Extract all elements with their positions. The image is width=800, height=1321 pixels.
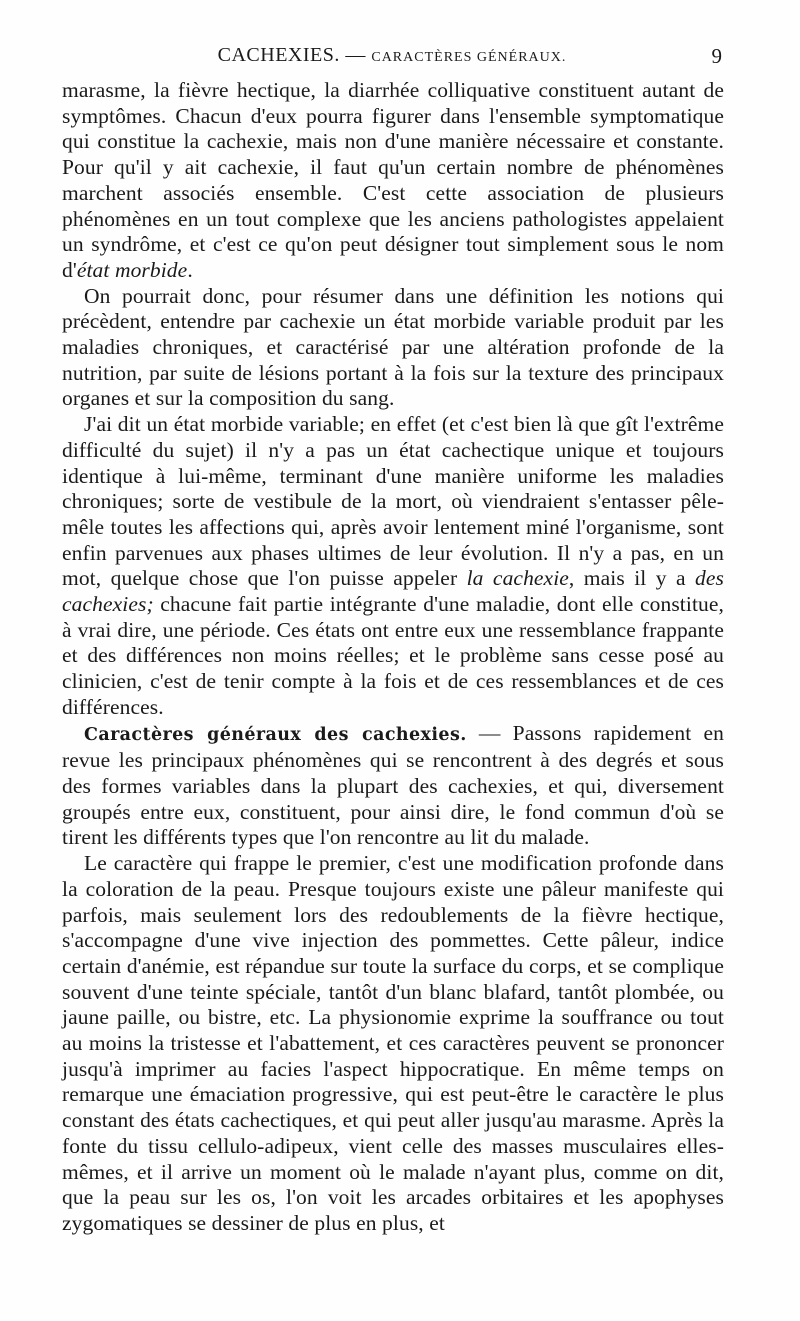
- paragraph-2: On pourrait donc, pour résumer dans une définition les notions qui précèdent, entendre par cachexie un état morbide variable produit par les maladies chroniques, et caractérisé par une altération profonde de la nutrition, par suite de lésions portant à la fois sur la texture des principaux organes et sur la composition du sang.: [62, 283, 724, 411]
- paragraph-3-italic-2: des cachexies;: [62, 566, 724, 617]
- paragraph-3-part-b: , mais il y a: [568, 566, 696, 591]
- running-title: [62, 44, 722, 67]
- paragraph-1-end: .: [187, 257, 193, 282]
- page-number: 9: [711, 44, 722, 68]
- paragraph-1-italic: état morbide: [76, 257, 188, 282]
- paragraph-1-text: marasme, la fièvre hectique, la diarrhée colliquative constituent autant de symptômes. Chacun d'eux pourra figurer dans l'ensemble symptomatique qui constitue la cachexie, mais non d'une manière nécessaire et constante. Pour qu'il y ait cachexie, il faut qu'un certain nombre de phénomènes marchent associés ensemble. C'est cette association de plusieurs phénomènes en un tout complexe que les anciens pathologistes appelaient un syndrôme, et c'est ce qu'on peut désigner tout simplement sous le nom d': [62, 78, 724, 282]
- paragraph-3-part-a: J'ai dit un état morbide variable; en effet (et c'est bien là que gît l'extrême difficulté du sujet) il n'y a pas un état cachectique unique et toujours identique à lui-même, terminant d'une manière uniforme les maladies chroniques; sorte de vestibule de la mort, où viendraient s'entasser pêle-mêle toutes les affections qui, après avoir lentement miné l'organisme, sont enfin parvenues aux phases ultimes de leur évolution. Il n'y a pas, en un mot, quelque chose que l'on puisse appeler: [62, 412, 724, 591]
- running-title-main: CACHEXIES.: [217, 44, 340, 66]
- paragraph-3-part-c: chacune fait partie intégrante d'une maladie, dont elle constitue, à vrai dire, une période. Ces états ont entre eux une ressemblance frappante et des différences non moins réelles; et le problème sans cesse posé au clinicien, c'est de tenir compte à la fois et de ces ressemblances et de ces différences.: [62, 592, 724, 719]
- paragraph-3: [62, 412, 724, 720]
- running-title-sub: CARACTÈRES GÉNÉRAUX.: [371, 50, 567, 65]
- paragraph-1: [62, 78, 724, 284]
- running-title-dash: —: [339, 44, 372, 66]
- paragraph-4: [62, 721, 724, 852]
- section-heading: Caractères généraux des cachexies.: [84, 724, 467, 745]
- running-head: [62, 44, 722, 74]
- paragraph-3-italic-1: la cachexie: [466, 566, 569, 591]
- paragraph-5: Le caractère qui frappe le premier, c'est une modification profonde dans la coloration de la peau. Presque toujours existe une pâleur manifeste qui parfois, mais seulement lors des redoublements de la fièvre hectique, s'accompagne d'une vive injection des pommettes. Cette pâleur, indice certain d'anémie, est répandue sur toute la surface du corps, et se complique souvent d'une teinte spéciale, tantôt d'un blanc blafard, tantôt plombée, ou jaune paille, ou bistre, etc. La physionomie exprime la souffrance ou tout au moins la tristesse et l'abattement, et ces caractères peuvent se prononcer jusqu'à imprimer au facies l'aspect hippocratique. En même temps on remarque une émaciation progressive, qui est peut-être le caractère le plus constant des états cachectiques, et qui peut aller jusqu'au marasme. Après la fonte du tissu cellulo-adipeux, vient celle des masses musculaires elles-mêmes, et il arrive un moment où le malade n'ayant plus, comme on dit, que la peau sur les os, l'on voit les arcades orbitaires et les apophyses zygomatiques se dessiner de plus en plus, et: [62, 851, 724, 1235]
- paragraph-4-text: — Passons rapidement en revue les principaux phénomènes qui se rencontrent à des degrés et sous des formes variables dans la plupart des cachexies, et qui, diversement groupés entre eux, constituent, pour ainsi dire, le fond commun d'où se tirent les différents types que l'on rencontre au lit du malade.: [62, 720, 724, 850]
- body-text: [62, 78, 724, 1237]
